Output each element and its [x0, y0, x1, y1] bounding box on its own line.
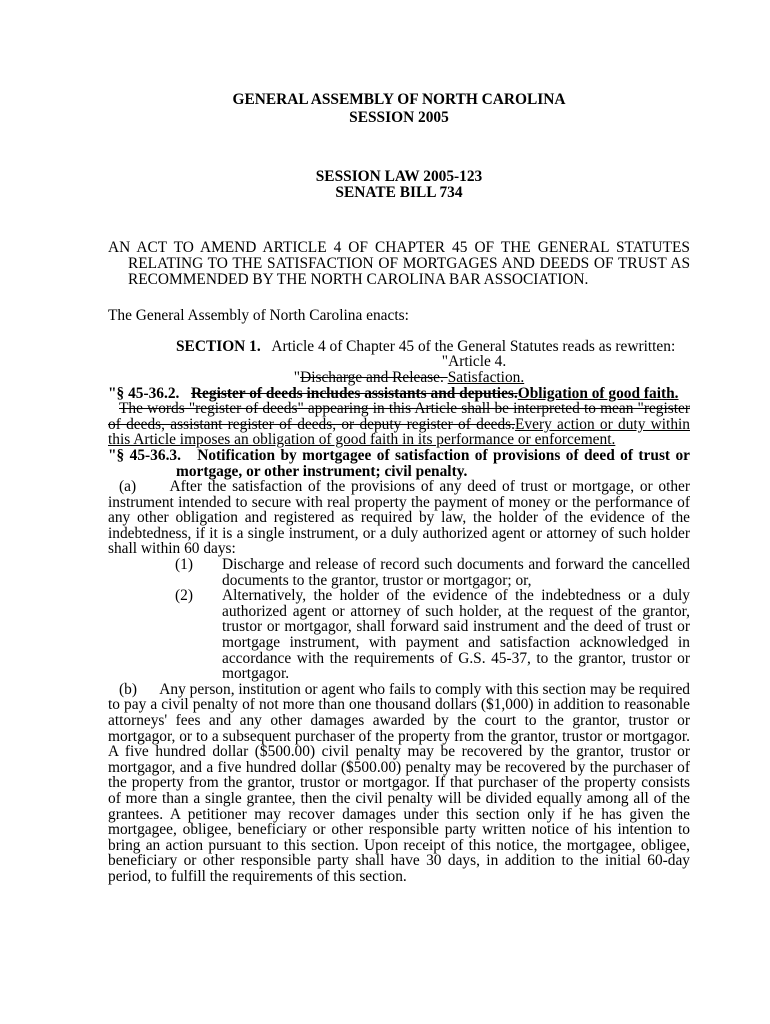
article-title-deleted: Discharge and Release. [300, 368, 448, 386]
session-title: SESSION 2005 [349, 108, 449, 126]
act-title: AN ACT TO AMEND ARTICLE 4 OF CHAPTER 45 OF THE GENERAL STATUTES RELATING TO THE SATISFACTION OF MORTGAGES AND DEEDS OF TRUST AS RECOMMENDED BY THE NORTH CAROLINA BAR ASSOCIATION. [108, 239, 690, 288]
section-1 [108, 339, 690, 355]
paragraph-a-label: (a) [119, 478, 137, 496]
paragraph-a-text: After the satisfaction of the provisions of any deed of trust or mortgage, or other instrument intended to secure with real property the payment of money or the performance of any other obligation and registered as required by law, the holder of the evidence of the indebtedness, if it is a single instrument, or a duly authorized agent or attorney of such holder shall within 60 days: [108, 478, 690, 558]
session-law-number: SESSION LAW 2005-123 [315, 168, 483, 186]
list-item-2-number: (2) [175, 587, 193, 605]
paragraph-b [108, 682, 690, 885]
section-45-36-3-heading-text: Notification by mortgagee of satisfaction of provisions of deed of trust or mortgage, or other instrument; civil penalty. [176, 446, 690, 480]
article-title: "Discharge and Release. Satisfaction. [293, 368, 525, 386]
section-45-36-2-deleted-heading: Register of deeds includes assistants and deputies. [190, 384, 518, 402]
enacting-clause: The General Assembly of North Carolina enacts: [108, 307, 409, 325]
article-heading: "Article 4. [441, 353, 507, 371]
section-45-36-2-heading [108, 386, 690, 402]
section-45-36-3-number: "§ 45-36.3. [108, 446, 181, 464]
section-45-36-2-added-text: Every action or duty within this Article imposes an obligation of good faith in its performance or enforcement. [108, 415, 690, 449]
assembly-title: GENERAL ASSEMBLY OF NORTH CAROLINA [232, 91, 566, 108]
section-1-label: SECTION 1. [176, 337, 261, 355]
list-item-2 [108, 588, 690, 682]
paragraph-b-label: (b) [119, 680, 137, 698]
section-1-text: Article 4 of Chapter 45 of the General Statutes reads as rewritten: [271, 337, 676, 355]
section-45-36-2-added-heading: Obligation of good faith. [517, 384, 679, 402]
bill-number: SENATE BILL 734 [335, 183, 463, 201]
section-45-36-2-number: "§ 45-36.2. [108, 384, 180, 402]
section-45-36-2-deleted-text: The words "register of deeds" appearing in this Article shall be interpreted to mean "register of deeds, assistant register of deeds, or deputy register of deeds. [108, 400, 690, 433]
paragraph-b-text: Any person, institution or agent who fails to comply with this section may be required to pay a civil penalty of not more than one thousand dollars ($1,000) in addition to reasonable attorneys' fees and any other damages awarded by the court to the grantor, trustor or mortgagor, or to a subsequent purchaser of the property from the grantor, trustor or mortgagor. A five hundred dollar ($500.00) civil penalty may be recovered by the grantor, trustor or mortgagor, and a five hundred dollar ($500.00) penalty may be recovered by the purchaser of the property from the grantor, trustor or mortgagor. If that purchaser of the property consists of more than a single grantee, then the civil penalty will be divided equally among all of the grantees. A petitioner may recover damages under this section only if he has given the mortgagee, obligee, beneficiary or other responsible party written notice of his intention to bring an action pursuant to this section. Upon receipt of this notice, the mortgagee, obligee, beneficiary or other responsible party shall have 30 days, in addition to the initial 60-day period, to fulfill the requirements of this section. [108, 680, 690, 885]
list-item-2-text: Alternatively, the holder of the evidence of the indebtedness or a duly authorized agent or attorney of such holder, at the request of the grantor, trustor or mortgagor, shall forward said instrument and the deed of trust or mortgage instrument, with payment and satisfaction acknowledged in accordance with the requirements of G.S. 45-37, to the grantor, trustor or mortgagor. [222, 587, 690, 683]
document-page [108, 92, 690, 885]
list-item-1-text: Discharge and release of record such documents and forward the cancelled documents to the grantor, trustor or mortgagor; or, [222, 556, 690, 589]
section-45-36-2-text [108, 401, 690, 448]
paragraph-a [108, 479, 690, 557]
article-title-added: Satisfaction. [447, 368, 525, 386]
list-item-1 [108, 557, 690, 588]
list-item-1-number: (1) [175, 556, 193, 574]
section-45-36-3-heading [108, 448, 690, 479]
